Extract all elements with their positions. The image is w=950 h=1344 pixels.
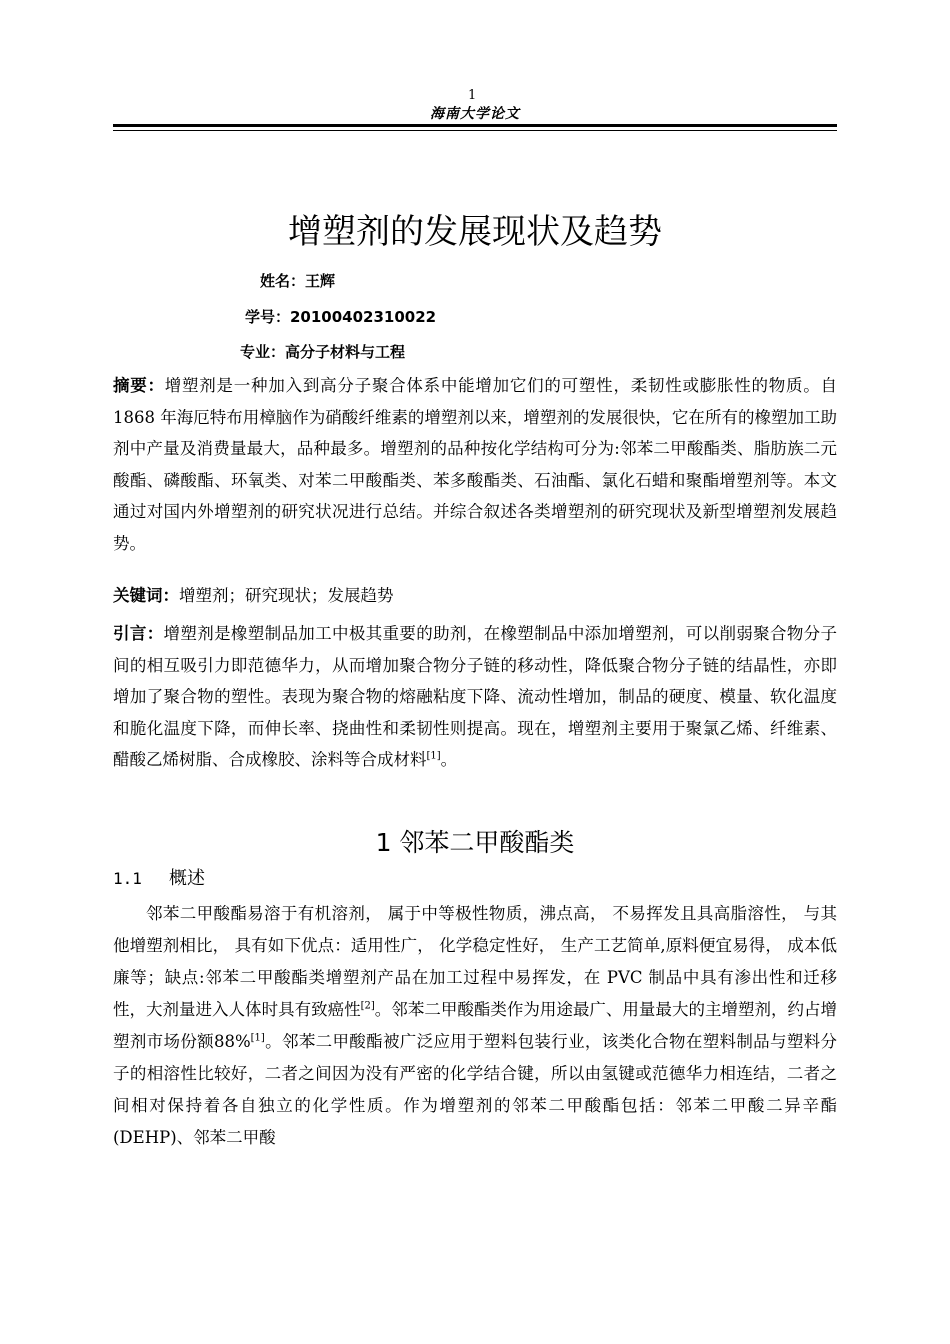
body-citation-2: [1]: [250, 1032, 265, 1044]
body-text-1: 邻苯二甲酸酯易溶于有机溶剂， 属于中等极性物质，沸点高， 不易挥发且具高脂溶性， 与其他增塑剂相比， 具有如下优点：适用性广， 化学稳定性好， 生产工艺简单,原料便宜易得， 成本低廉等；缺点:邻苯二甲酸酯类增塑剂产品在加工过程中易挥发，在 PVC 制品中具有渗出性和迁移性，大剂量进入人体时具有致癌性: [113, 904, 837, 1019]
header-rule-thin: [113, 130, 837, 131]
major: 专业：高分子材料与工程: [240, 343, 406, 361]
journal-header: 海南大学论文: [430, 106, 520, 122]
keywords-text: 增塑剂；研究现状；发展趋势: [179, 586, 394, 605]
keywords-label: 关键词：: [113, 586, 179, 605]
intro-end: 。: [440, 750, 458, 769]
subsection-1-1: [113, 864, 205, 890]
page-number: 1: [468, 88, 477, 103]
abstract-text: 增塑剂是一种加入到高分子聚合体系中能增加它们的可塑性，柔韧性或膨胀性的物质。自1868 年海厄特布用樟脑作为硝酸纤维素的增塑剂以来，增塑剂的发展很快，它在所有的橡塑加工助剂中产量及消费量最大，品种最多。增塑剂的品种按化学结构可分为:邻苯二甲酸酯类、脂肪族二元酸酯、磷酸酯、环氧类、对苯二甲酸酯类、苯多酸酯类、石油酯、氯化石蜡和聚酯增塑剂等。本文通过对国内外增塑剂的研究状况进行总结。并综合叙述各类增塑剂的研究现状及新型增塑剂发展趋势。: [113, 376, 838, 553]
subsection-title: 概述: [169, 868, 205, 889]
paper-title: 增塑剂的发展现状及趋势: [288, 212, 662, 252]
section-1-title: 1 邻苯二甲酸酯类: [375, 828, 575, 857]
body-text-2: 。邻苯二甲酸酯类作为用途最广、用量最大的主增塑剂，约占增塑剂市场份额88%: [113, 1000, 838, 1051]
header-rule-thick: [113, 124, 837, 127]
introduction: [113, 618, 837, 776]
abstract: [113, 370, 837, 559]
body-text-3: 。邻苯二甲酸酯被广泛应用于塑料包装行业，该类化合物在塑料制品与塑料分子的相溶性比较好，二者之间因为没有严密的化学结合键，所以由氢键或范德华力相连结，二者之间相对保持着各自独立的化学性质。作为增塑剂的邻苯二甲酸酯包括：邻苯二甲酸二异辛酯(DEHP)、邻苯二甲酸: [113, 1032, 837, 1147]
author-name: 姓名：王辉: [260, 272, 336, 290]
keywords: [113, 580, 837, 612]
intro-text: 增塑剂是橡塑制品加工中极其重要的助剂，在橡塑制品中添加增塑剂，可以削弱聚合物分子间的相互吸引力即范德华力，从而增加聚合物分子链的移动性，降低聚合物分子链的结晶性，亦即增加了聚合物的塑性。表现为聚合物的熔融粘度下降、流动性增加，制品的硬度、模量、软化温度和脆化温度下降，而伸长率、挠曲性和柔韧性则提高。现在，增塑剂主要用于聚氯乙烯、纤维素、醋酸乙烯树脂、合成橡胶、涂料等合成材料: [113, 624, 838, 769]
intro-label: 引言：: [113, 624, 164, 643]
student-id: 学号：20100402310022: [245, 308, 437, 326]
subsection-number: 1.1: [113, 869, 142, 888]
section-1-1-body: [113, 898, 837, 1154]
intro-citation: [1]: [426, 750, 441, 762]
abstract-label: 摘要：: [113, 376, 165, 395]
body-citation-1: [2]: [360, 1000, 375, 1012]
